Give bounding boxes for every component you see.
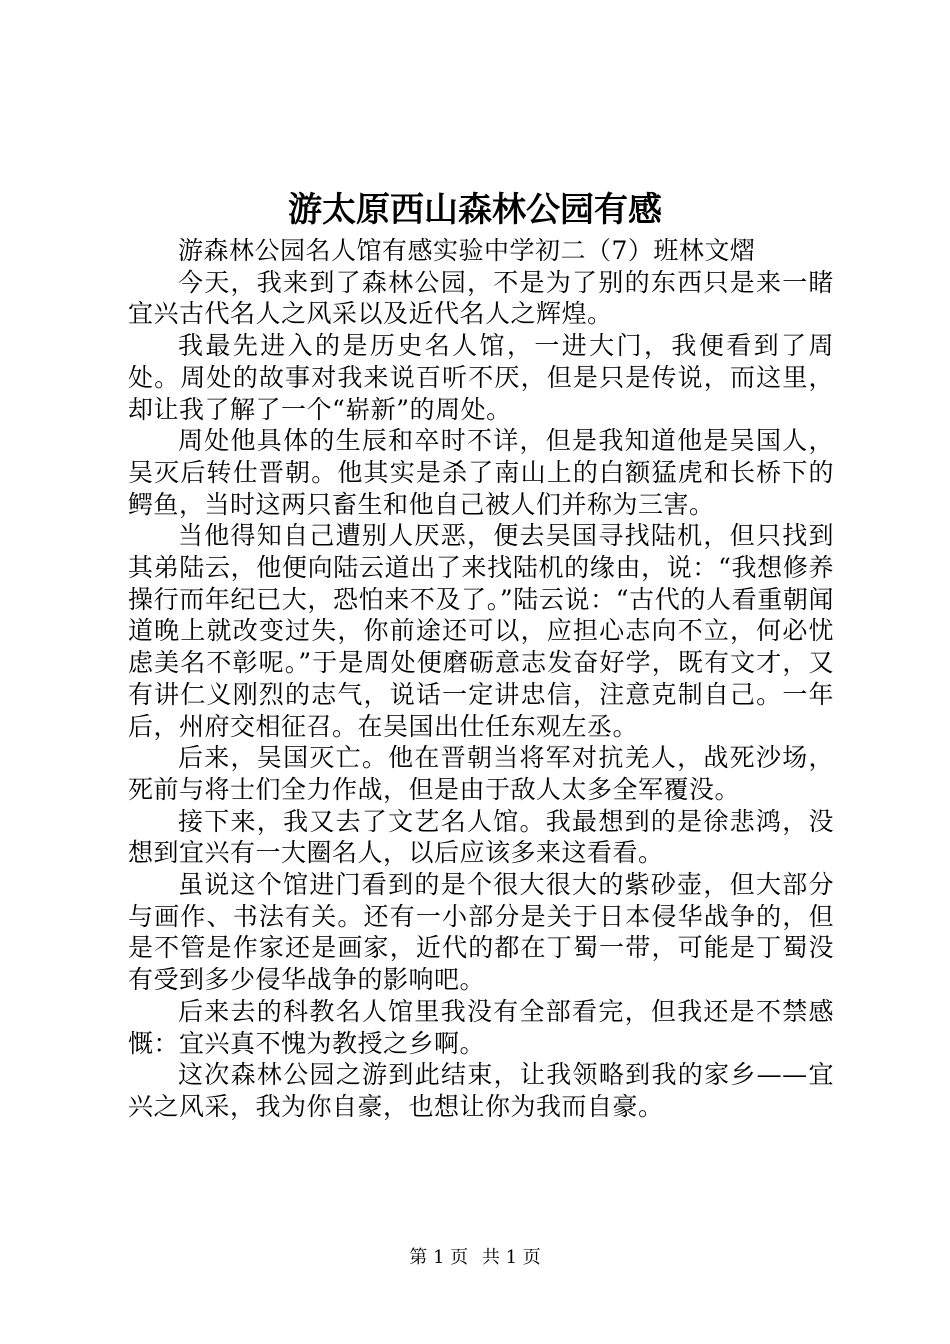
page-total: 共 1 页 [481, 1247, 541, 1268]
paragraph: 今天，我来到了森林公园，不是为了别的东西只是来一睹宜兴古代名人之风采以及近代名人之辉煌。 [128, 267, 834, 329]
paragraph: 我最先进入的是历史名人馆，一进大门，我便看到了周处。周处的故事对我来说百听不厌，但是只是传说，而这里，却让我了解了一个“崭新”的周处。 [128, 331, 834, 424]
paragraph: 后来，吴国灭亡。他在晋朝当将军对抗羌人，战死沙场，死前与将士们全力作战，但是由于敌人太多全军覆没。 [128, 743, 834, 804]
paragraph: 后来去的科教名人馆里我没有全部看完，但我还是不禁感慨：宜兴真不愧为教授之乡啊。 [128, 996, 834, 1058]
paragraph: 接下来，我又去了文艺名人馆。我最想到的是徐悲鸿，没想到宜兴有一大圈名人，以后应该多来这看看。 [128, 806, 834, 868]
paragraph: 虽说这个馆进门看到的是个很大很大的紫砂壶，但大部分与画作、书法有关。还有一小部分是关于日本侵华战争的，但是不管是作家还是画家，近代的都在丁蜀一带，可能是丁蜀没有受到多少侵华战争的影响吧。 [128, 870, 834, 995]
page-number: 第 1 页 [409, 1247, 469, 1268]
paragraph: 当他得知自己遭别人厌恶，便去吴国寻找陆机，但只找到其弟陆云，他便向陆云道出了来找陆机的缘由，说：“我想修养操行而年纪已大，恐怕来不及了。”陆云说：“古代的人看重朝闻道晚上就改变过失，你前途还可以，应担心志向不立，何必忧虑美名不彰呢。”于是周处便磨砺意志发奋好学，既有文才，又有讲仁义刚烈的志气，说话一定讲忠信，注意克制自己。一年后，州府交相征召。在吴国出仕任东观左丞。 [128, 521, 834, 741]
paragraph: 周处他具体的生辰和卒时不详，但是我知道他是吴国人，吴灭后转仕晋朝。他其实是杀了南山上的白额猛虎和长桥下的鳄鱼，当时这两只畜生和他自己被人们并称为三害。 [128, 426, 834, 519]
article-subtitle: 游森林公园名人馆有感实验中学初二（7）班林文熠 [178, 236, 756, 265]
paragraph: 这次森林公园之游到此结束，让我领略到我的家乡——宜兴之风采，我为你自豪，也想让你为我而自豪。 [128, 1060, 834, 1121]
page-title: 游太原西山森林公园有感 [288, 190, 662, 230]
page-footer [0, 1246, 950, 1270]
article-body [128, 235, 834, 1123]
